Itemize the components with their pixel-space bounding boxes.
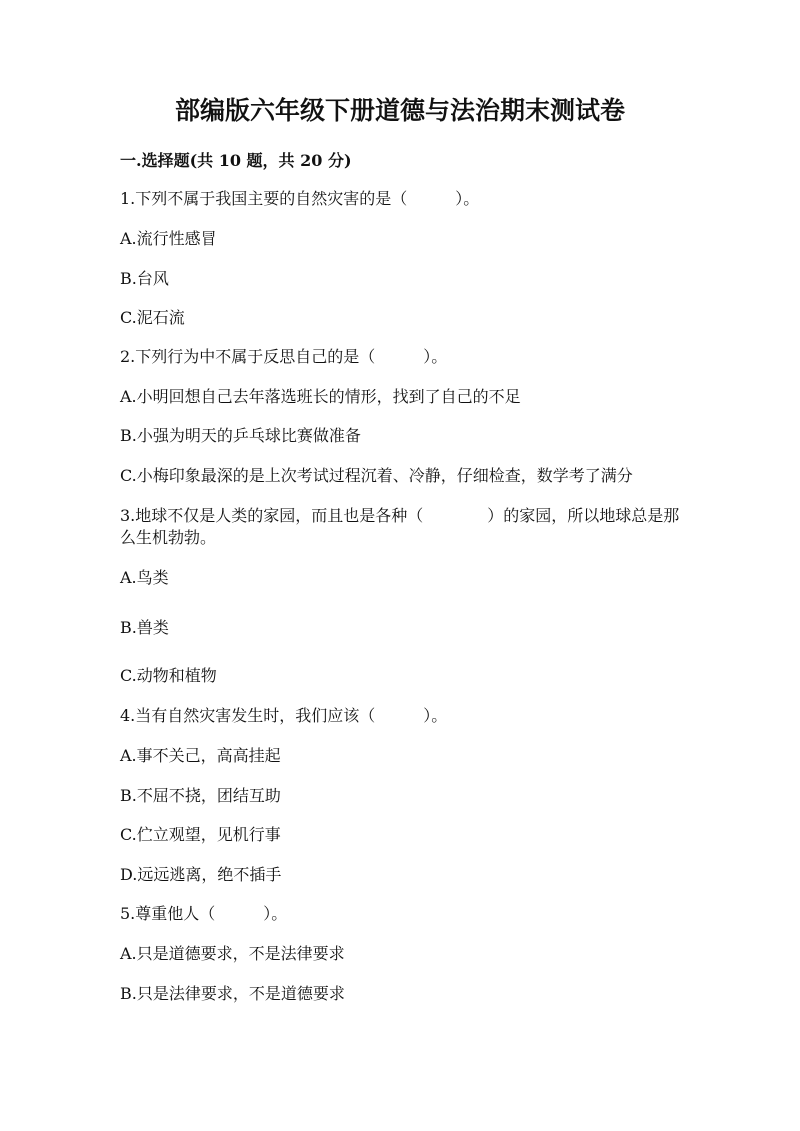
question-4-option-d: D.远远逃离，绝不插手: [120, 865, 282, 884]
question-4-stem: 4.当有自然灾害发生时，我们应该（ ）。: [120, 706, 448, 725]
question-3-option-c: C.动物和植物: [120, 666, 217, 685]
question-3-stem-line-2: 么生机勃勃。: [120, 528, 217, 547]
section-heading: 一.选择题(共 10 题，共 20 分): [120, 151, 352, 170]
question-1-option-c: C.泥石流: [120, 308, 185, 327]
question-5-option-b: B.只是法律要求，不是道德要求: [120, 984, 345, 1003]
question-5-option-a: A.只是道德要求，不是法律要求: [120, 944, 345, 963]
question-1-option-b: B.台风: [120, 269, 169, 288]
page-title: 部编版六年级下册道德与法治期末测试卷: [174, 96, 625, 125]
question-3-stem-line-1: 3.地球不仅是人类的家园，而且也是各种（ ）的家园，所以地球总是那: [120, 506, 680, 525]
question-4-option-b: B.不屈不挠，团结互助: [120, 786, 281, 805]
question-4-option-a: A.事不关己，高高挂起: [120, 746, 281, 765]
question-2-option-c: C.小梅印象最深的是上次考试过程沉着、冷静，仔细检查，数学考了满分: [120, 466, 633, 485]
question-4-option-c: C.伫立观望，见机行事: [120, 825, 281, 844]
question-3-option-b: B.兽类: [120, 618, 169, 637]
question-1-stem: 1.下列不属于我国主要的自然灾害的是（ ）。: [120, 189, 480, 208]
question-5-stem: 5.尊重他人（ ）。: [120, 904, 288, 923]
question-2-option-a: A.小明回想自己去年落选班长的情形，找到了自己的不足: [120, 387, 521, 406]
question-2-option-b: B.小强为明天的乒乓球比赛做准备: [120, 426, 361, 445]
question-1-option-a: A.流行性感冒: [120, 229, 217, 248]
question-3-option-a: A.鸟类: [120, 568, 169, 587]
question-2-stem: 2.下列行为中不属于反思自己的是（ ）。: [120, 347, 448, 366]
